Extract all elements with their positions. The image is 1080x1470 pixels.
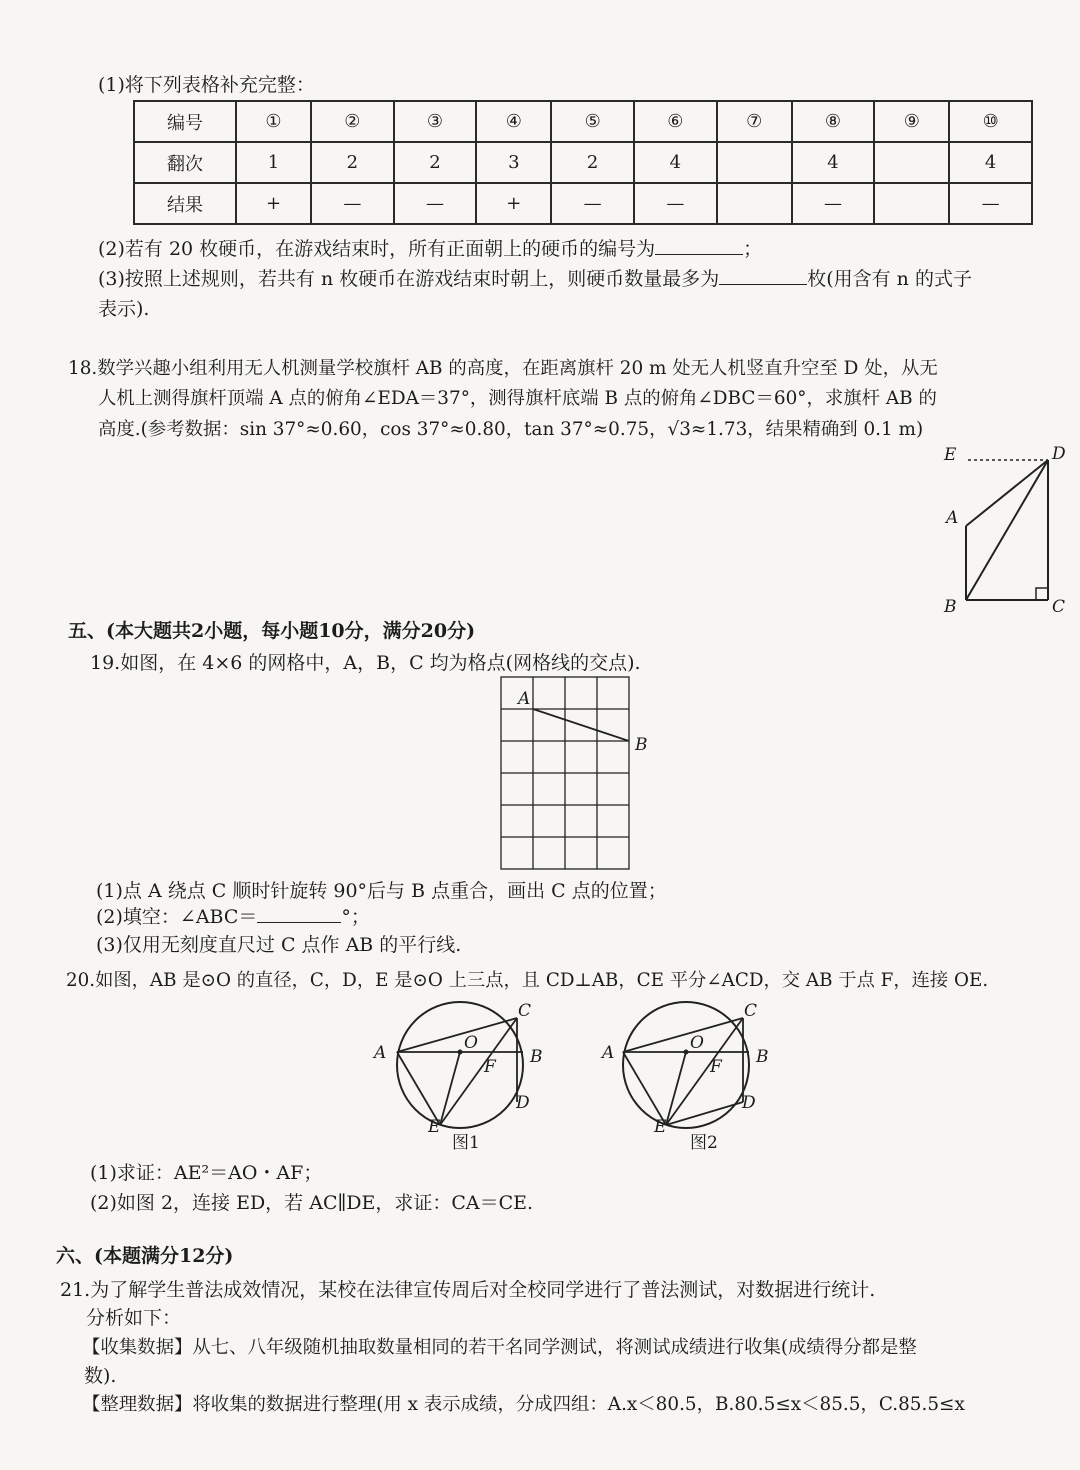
center-dot [458, 1050, 463, 1055]
table-cell: 2 [551, 142, 634, 183]
answer-blank[interactable] [719, 266, 807, 285]
table-cell: — [311, 183, 394, 224]
label-B: B [756, 1047, 769, 1067]
answer-blank[interactable] [655, 236, 743, 255]
q21-line1: 21.为了解学生普法成效情况，某校在法律宣传周后对全校同学进行了普法测试，对数据进行统计. [60, 1279, 876, 1301]
q17-part3-c: 表示). [98, 298, 150, 320]
table-cell: — [949, 183, 1032, 224]
q19-grid-figure [490, 670, 660, 876]
section-6-heading: 六、(本题满分12分) [56, 1245, 234, 1267]
q21-line4: 数). [84, 1365, 117, 1387]
q17-part2-text: (2)若有 20 枚硬币，在游戏结束时，所有正面朝上的硬币的编号为 [98, 238, 656, 260]
label-C: C [518, 1001, 532, 1021]
table-cell: ⑥ [634, 101, 717, 142]
figure-caption-1: 图1 [452, 1133, 480, 1153]
table-cell: ④ [476, 101, 551, 142]
label-B: B [944, 597, 957, 617]
q21-line5: 【整理数据】将收集的数据进行整理(用 x 表示成绩，分成四组：A.x＜80.5，B.80.5≤x＜85.5，C.85.5≤x [82, 1394, 965, 1415]
right-angle-mark [1036, 588, 1048, 600]
section-5-heading: 五、(本大题共2小题，每小题10分，满分20分) [68, 620, 476, 642]
table-cell: ⑧ [792, 101, 875, 142]
label-B: B [530, 1047, 543, 1067]
table-cell: — [634, 183, 717, 224]
table-cell: + [236, 183, 311, 224]
table-cell: 1 [236, 142, 311, 183]
chord-AE [623, 1052, 666, 1125]
label-D: D [516, 1093, 530, 1113]
table-cell: ⑨ [874, 101, 949, 142]
table-cell: 结果 [134, 183, 236, 224]
center-dot [684, 1050, 689, 1055]
label-E: E [428, 1117, 441, 1137]
figure-caption-2: 图2 [690, 1133, 718, 1153]
label-D: D [742, 1093, 756, 1113]
chord-AC [397, 1018, 517, 1052]
table-cell: — [394, 183, 477, 224]
label-F: F [484, 1057, 496, 1077]
label-B: B [635, 735, 648, 755]
q19-p3: (3)仅用无刻度直尺过 C 点作 AB 的平行线. [96, 934, 462, 956]
label-A: A [518, 689, 531, 709]
table-cell: ⑩ [949, 101, 1032, 142]
table-cell: ② [311, 101, 394, 142]
q20-figure-1 [360, 990, 560, 1155]
q20-figure-2 [586, 990, 786, 1155]
table-header-row [134, 101, 1032, 142]
label-O: O [464, 1033, 478, 1053]
label-E: E [944, 445, 957, 465]
table-cell: 3 [476, 142, 551, 183]
table-cell: 2 [394, 142, 477, 183]
line-BD [966, 460, 1048, 600]
table-cell: ① [236, 101, 311, 142]
label-C: C [744, 1001, 758, 1021]
table-cell-blank[interactable] [874, 183, 949, 224]
q20-p1: (1)求证：AE²＝AO・AF； [90, 1162, 323, 1184]
table-cell: ⑤ [551, 101, 634, 142]
chord-AC [623, 1018, 743, 1052]
table-row-flips [134, 142, 1032, 183]
table-cell: 4 [634, 142, 717, 183]
label-O: O [690, 1033, 704, 1053]
label-E: E [654, 1117, 667, 1137]
q17-part1: (1)将下列表格补充完整： [98, 74, 315, 96]
q19-p2-b: °； [341, 906, 370, 928]
q17-part3-a: (3)按照上述规则，若共有 n 枚硬币在游戏结束时朝上，则硬币数量最多为 [98, 268, 720, 290]
table-cell: 2 [311, 142, 394, 183]
label-A: A [374, 1043, 387, 1063]
table-row-results [134, 183, 1032, 224]
table-cell: 翻次 [134, 142, 236, 183]
table-cell: + [476, 183, 551, 224]
table-cell: ⑦ [717, 101, 792, 142]
table-cell-blank[interactable] [717, 142, 792, 183]
q17-part3 [98, 264, 972, 291]
label-D: D [1052, 444, 1066, 464]
table-cell: 4 [949, 142, 1032, 183]
q18-line3: 高度.(参考数据：sin 37°≈0.60，cos 37°≈0.80，tan 37°≈0.75，√3≈1.73，结果精确到 0.1 m) [98, 419, 924, 440]
segment-AB [533, 709, 629, 741]
q18-line1: 18.数学兴趣小组利用无人机测量学校旗杆 AB 的高度，在距离旗杆 20 m 处无人机竖直升空至 D 处，从无 [68, 358, 938, 379]
chord-ED [666, 1102, 743, 1125]
label-C: C [1052, 597, 1066, 617]
q19-p2-a: (2)填空：∠ABC＝ [96, 906, 258, 928]
table-cell: — [792, 183, 875, 224]
q18-line2: 人机上测得旗杆顶端 A 点的俯角∠EDA＝37°，测得旗杆底端 B 点的俯角∠DBC＝60°，求旗杆 AB 的 [98, 388, 937, 409]
q20-p2: (2)如图 2，连接 ED，若 AC∥DE，求证：CA＝CE. [90, 1192, 534, 1214]
table-cell-blank[interactable] [874, 142, 949, 183]
line-AD [966, 460, 1048, 526]
q18-figure [930, 440, 1070, 620]
segment-OE [666, 1052, 686, 1125]
label-A: A [602, 1043, 615, 1063]
q21-line2: 分析如下： [86, 1307, 182, 1329]
q20-intro: 20.如图，AB 是⊙O 的直径，C，D，E 是⊙O 上三点，且 CD⊥AB，CE 平分∠ACD，交 AB 于点 F，连接 OE. [66, 970, 989, 991]
label-A: A [946, 508, 959, 528]
table-cell: — [551, 183, 634, 224]
q19-p2 [96, 902, 370, 929]
q17-part2 [98, 234, 762, 261]
q21-line3: 【收集数据】从七、八年级随机抽取数量相同的若干名同学测试，将测试成绩进行收集(成绩得分都是整 [82, 1337, 917, 1358]
q17-part2-end: ； [743, 238, 763, 260]
q19-p1: (1)点 A 绕点 C 顺时针旋转 90°后与 B 点重合，画出 C 点的位置； [96, 880, 667, 902]
table-cell: 4 [792, 142, 875, 183]
label-F: F [710, 1057, 722, 1077]
answer-blank[interactable] [257, 904, 341, 923]
q19-intro: 19.如图，在 4×6 的网格中，A，B，C 均为格点(网格线的交点). [90, 652, 641, 674]
table-cell: 编号 [134, 101, 236, 142]
segment-OE [440, 1052, 460, 1125]
table-cell: ③ [394, 101, 477, 142]
chord-AE [397, 1052, 440, 1125]
table-cell-blank[interactable] [717, 183, 792, 224]
q17-part3-b: 枚(用含有 n 的式子 [807, 268, 972, 290]
coin-table [133, 100, 1033, 225]
